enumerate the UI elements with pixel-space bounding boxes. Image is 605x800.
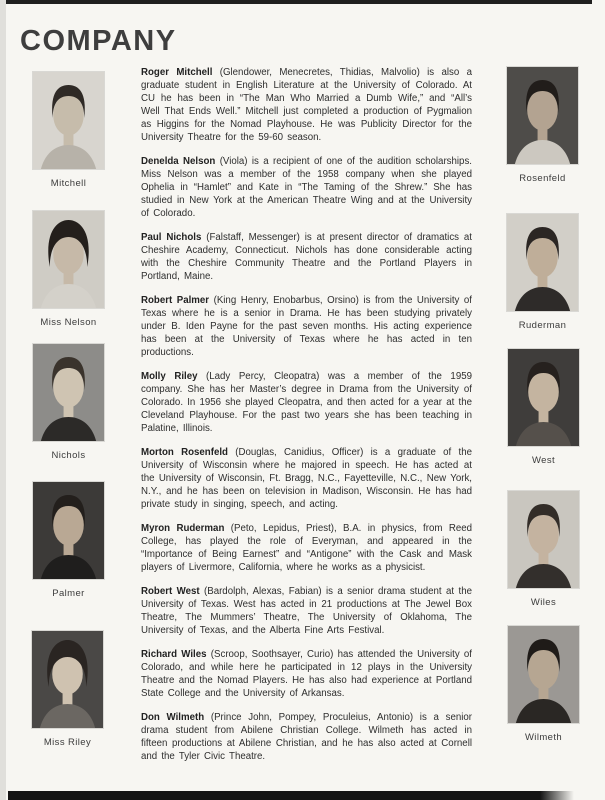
bio-text: (King Henry, Enobarbus, Orsino) is from the University of Texas where he is a senior in Drama. He has been studying privately under B. Iden Payne for the past seven months. His acting experience has been at the University of Texas where he has acted in ten productions. bbox=[141, 295, 472, 358]
bio-riley bbox=[141, 370, 472, 435]
portrait-card-miss-nelson bbox=[33, 211, 104, 328]
portrait-card-ruderman bbox=[507, 214, 578, 331]
bio-name: Paul Nichols bbox=[141, 232, 202, 243]
bio-name: Don Wilmeth bbox=[141, 712, 205, 723]
portrait-photo-west bbox=[508, 349, 579, 446]
bio-wilmeth bbox=[141, 711, 472, 763]
portrait-photo-miss-riley bbox=[32, 631, 103, 728]
person-portrait-icon bbox=[32, 631, 103, 728]
bio-text: (Scroop, Soothsayer, Curio) has attended the University of Colorado, and while here he participated in 12 plays in the University Theatre and the Nomad Players. He has also had experience at Portland State College and the University of Arkansas. bbox=[141, 649, 472, 699]
bio-palmer bbox=[141, 294, 472, 359]
bio-text: (Prince John, Pompey, Proculeius, Antonio) is a senior drama student from Abilene Christian College. Wilmeth has acted in fifteen productions at Abilene Christian, and he has also acted at Cornell and the Tyler Civic Theatre. bbox=[141, 712, 472, 762]
bio-text: (Glendower, Menecretes, Thidias, Malvolio) is also a graduate student in English Literature at the University of Colorado. At CU he has been in “The Man Who Married a Dumb Wife,” and “All’s Well That Ends Well.” Mitchell just completed a production of Pygmalion as Higgins for the Nomad Playhouse. He was Publicity Director for the University Theatre for the 59-60 season. bbox=[141, 67, 472, 143]
bio-ruderman bbox=[141, 522, 472, 574]
bio-name: Roger Mitchell bbox=[141, 67, 213, 78]
bio-west bbox=[141, 585, 472, 637]
bio-text: (Douglas, Canidius, Officer) is a graduate of the University of Wisconsin where he majored in speech. He has acted at the University of Wisconsin, Ft. Bragg, N.C., Fayetteville, N.C., New York, N.Y., and he has been on television in Madison, Wisconsin. He has had private study in singing, speech, and acting. bbox=[141, 447, 472, 510]
portrait-caption: Miss Nelson bbox=[40, 317, 97, 328]
portrait-card-wiles bbox=[508, 491, 579, 608]
person-portrait-icon bbox=[33, 72, 104, 169]
bio-name: Robert West bbox=[141, 586, 200, 597]
bio-column bbox=[141, 66, 472, 774]
bio-nichols bbox=[141, 231, 472, 283]
portrait-photo-miss-nelson bbox=[33, 211, 104, 308]
portrait-caption: Miss Riley bbox=[43, 737, 92, 748]
bio-name: Molly Riley bbox=[141, 371, 198, 382]
portrait-card-miss-riley bbox=[32, 631, 103, 748]
portrait-caption: Wiles bbox=[530, 597, 557, 608]
portrait-caption: Nichols bbox=[51, 450, 86, 461]
portrait-photo-wiles bbox=[508, 491, 579, 588]
portrait-caption: Ruderman bbox=[518, 320, 567, 331]
portrait-card-west bbox=[508, 349, 579, 466]
bio-rosenfeld bbox=[141, 446, 472, 511]
person-portrait-icon bbox=[508, 491, 579, 588]
portrait-card-palmer bbox=[33, 482, 104, 599]
portrait-card-wilmeth bbox=[508, 626, 579, 743]
bio-name: Morton Rosenfeld bbox=[141, 447, 228, 458]
portrait-caption: West bbox=[531, 455, 556, 466]
person-portrait-icon bbox=[33, 344, 104, 441]
person-portrait-icon bbox=[508, 626, 579, 723]
portrait-card-mitchell bbox=[33, 72, 104, 189]
person-portrait-icon bbox=[508, 349, 579, 446]
page-edge-top bbox=[6, 0, 592, 4]
bio-wiles bbox=[141, 648, 472, 700]
portrait-card-rosenfeld bbox=[507, 67, 578, 184]
portrait-photo-palmer bbox=[33, 482, 104, 579]
bio-text: (Falstaff, Messenger) is at present director of dramatics at Cheshire Academy, Connecticut. Nichols has done considerable acting with the Cheshire Community Theatre and the Portland Players in Portland, Maine. bbox=[141, 232, 472, 282]
bio-text: (Bardolph, Alexas, Fabian) is a senior drama student at the University of Texas. West has acted in 21 productions at The Jewel Box Theatre, The Mummers’ Theatre, The University of Oklahoma, The University of Texas, and the Alberta Fine Arts Festival. bbox=[141, 586, 472, 636]
portrait-caption: Wilmeth bbox=[524, 732, 563, 743]
bio-name: Denelda Nelson bbox=[141, 156, 216, 167]
portrait-caption: Rosenfeld bbox=[519, 173, 566, 184]
page-title: COMPANY bbox=[20, 25, 177, 57]
person-portrait-icon bbox=[507, 214, 578, 311]
bio-name: Robert Palmer bbox=[141, 295, 210, 306]
bio-nelson bbox=[141, 155, 472, 220]
person-portrait-icon bbox=[507, 67, 578, 164]
person-portrait-icon bbox=[33, 482, 104, 579]
bio-name: Richard Wiles bbox=[141, 649, 207, 660]
bio-text: (Viola) is a recipient of one of the audition scholarships. Miss Nelson was a member of the 1958 company when she played Ophelia in “Hamlet” and Kate in “The Taming of the Shrew.” She has studied in New York at the American Theatre Wing and at the University of Colorado. bbox=[141, 156, 472, 219]
bio-text: (Peto, Lepidus, Priest), B.A. in physics, from Reed College, has played the role of Everyman, and appeared in the “Importance of Being Earnest” and “Antigone” with the Cask and Mask players of Livermore, California, where he works as a physicist. bbox=[141, 523, 472, 573]
bio-name: Myron Ruderman bbox=[141, 523, 225, 534]
person-portrait-icon bbox=[33, 211, 104, 308]
portrait-photo-mitchell bbox=[33, 72, 104, 169]
page-edge-left bbox=[0, 0, 6, 800]
portrait-photo-nichols bbox=[33, 344, 104, 441]
portrait-photo-ruderman bbox=[507, 214, 578, 311]
portrait-card-nichols bbox=[33, 344, 104, 461]
portrait-photo-wilmeth bbox=[508, 626, 579, 723]
page-edge-bottom bbox=[8, 791, 574, 800]
portrait-caption: Palmer bbox=[52, 588, 85, 599]
bio-text: (Lady Percy, Cleopatra) was a member of the 1959 company. She has her Master’s degree in Drama from the University of Colorado. In 1956 she played Cleopatra, and then acted for a year at the Cleveland Playhouse. For the past two years she has been teaching in Palatine, Illinois. bbox=[141, 371, 472, 434]
bio-mitchell bbox=[141, 66, 472, 144]
portrait-caption: Mitchell bbox=[50, 178, 87, 189]
portrait-photo-rosenfeld bbox=[507, 67, 578, 164]
